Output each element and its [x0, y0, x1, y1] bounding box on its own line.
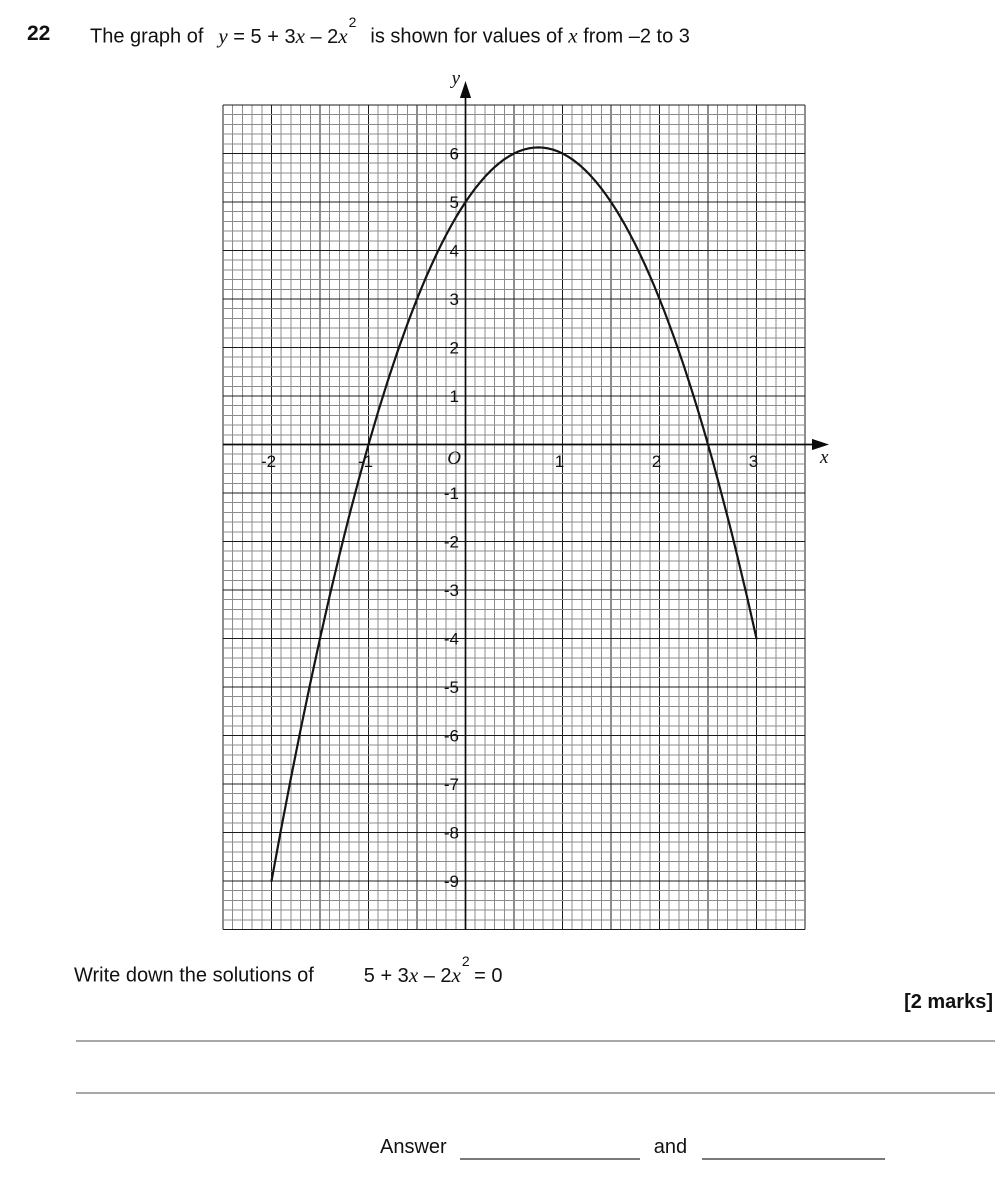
x-tick-label: -2	[260, 452, 277, 471]
y-tick-label: -7	[443, 775, 459, 794]
question-outro: is shown for values of	[370, 25, 563, 48]
y-tick-label: -6	[443, 726, 459, 746]
var-x: x	[338, 23, 348, 48]
y-tick-label: -3	[443, 581, 459, 600]
y-axis-title: y	[451, 68, 460, 89]
origin-label: O	[447, 448, 461, 469]
var-x: x	[295, 23, 305, 48]
y-tick-label: 4	[449, 241, 459, 261]
tick-labels	[261, 145, 758, 892]
answer-label: Answer	[380, 1136, 447, 1158]
var-x: x	[408, 962, 419, 987]
question-intro: The graph of	[90, 25, 204, 48]
answer-row	[380, 1134, 885, 1160]
exponent: 2	[348, 14, 357, 30]
y-tick-label: -4	[443, 629, 459, 649]
y-tick-label: -8	[443, 823, 459, 843]
y-tick-label: -1	[443, 484, 459, 503]
var-x: x	[568, 23, 578, 48]
y-tick-label: 2	[449, 338, 459, 358]
var-x: x	[451, 962, 461, 987]
and-label: and	[653, 1136, 688, 1158]
marks-badge: [2 marks]	[904, 991, 993, 1013]
x-axis-title: x	[820, 447, 829, 468]
y-axis-arrow-icon	[460, 81, 471, 98]
exponent: 2	[461, 953, 470, 969]
x-tick-label: 3	[748, 452, 759, 471]
y-tick-label: -9	[443, 872, 459, 891]
question-equation: $y = 5 + 3x - 2x^2$	[218, 14, 357, 48]
answer-blank-2[interactable]	[702, 1134, 885, 1160]
y-tick-label: 6	[449, 144, 459, 164]
solutions-equation: $5 + 3x - 2x^2 = 0$	[363, 953, 503, 987]
question-number: 22	[27, 22, 51, 45]
answer-blank-1[interactable]	[460, 1134, 640, 1160]
y-tick-label: -2	[443, 532, 459, 552]
y-tick-label: 5	[449, 193, 459, 212]
y-tick-label: -5	[443, 678, 459, 697]
y-tick-label: 3	[449, 290, 459, 309]
solutions-prompt: Write down the solutions of	[74, 964, 314, 987]
question-text: The graph of $y = 5 + 3x - 2x^2is$ shown for values of x from –2 to 3	[90, 14, 690, 48]
graph-paper-grid	[223, 105, 805, 930]
working-line	[76, 1092, 995, 1094]
working-line	[76, 1040, 995, 1042]
axes	[223, 81, 829, 930]
y-tick-label: 1	[449, 387, 459, 406]
x-tick-label: 1	[554, 452, 565, 471]
x-tick-label: -1	[357, 452, 374, 471]
x-tick-label: 2	[651, 452, 662, 471]
solutions-prompt-row	[74, 953, 503, 988]
var-y: y	[218, 23, 228, 48]
